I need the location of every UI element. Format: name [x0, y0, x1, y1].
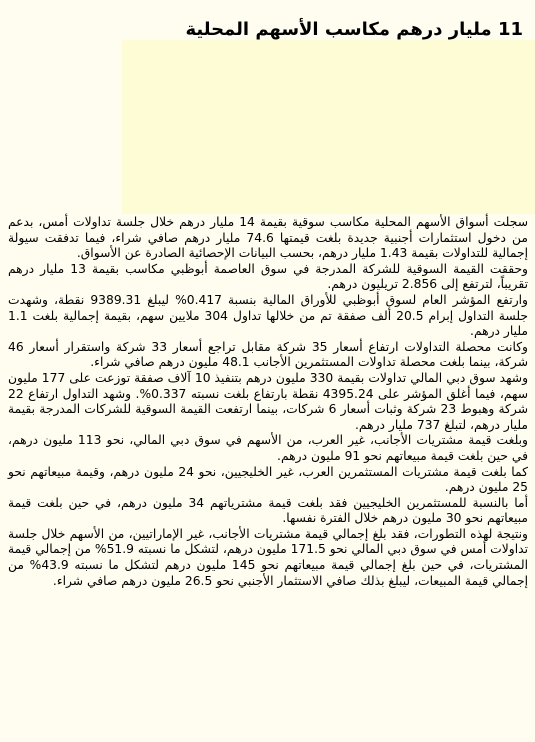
article-paragraph: وشهد سوق دبي المالي تداولات بقيمة 330 مليون درهم بتنفيذ 10 آلاف صفقة توزعت على 177 مليون سهم، فيما أغلق المؤشر على 4395.24 نقطة بارتفاع بلغت نسبته 0.337%. وشهد التداول ارتفاع 22 شركة وهبوط 23 شركة وثبات أسعار 6 شركات، بينما ارتفعت القيمة السوقية للشركات المدرجة بقيمة مليار درهم، لتبلغ 737 مليار درهم.: [8, 370, 529, 432]
article-paragraph: وبلغت قيمة مشتريات الأجانب، غير العرب، من الأسهم في سوق دبي المالي، نحو 113 مليون درهم، في حين بلغت قيمة مبيعاتهم نحو 91 مليون درهم.: [8, 433, 528, 463]
article-title: 11 مليار درهم مكاسب الأسهم المحلية: [185, 19, 523, 41]
article-paragraph: وارتفع المؤشر العام لسوق أبوظبي للأوراق المالية بنسبة 0.417% ليبلغ 9389.31 نقطة، وشهدت جلسة التداول إبرام 20.5 ألف صفقة تم من خلالها تداول 304 ملايين سهم، بقيمة إجمالية بلغت 1.1 مليار درهم.: [8, 292, 529, 339]
article-paragraph: أما بالنسبة للمستثمرين الخليجيين فقد بلغت قيمة مشترياتهم 34 مليون درهم، في حين بلغت قيمة مبيعاتهم نحو 30 مليون درهم خلال الفترة نفسها.: [8, 495, 528, 526]
article-body: [8, 215, 528, 589]
article-paragraph: كما بلغت قيمة مشتريات المستثمرين العرب، غير الخليجيين، نحو 24 مليون درهم، وقيمة مبيعاتهم نحو 25 مليون درهم.: [8, 464, 528, 495]
article-paragraph: ونتيجة لهذه التطورات، فقد بلغ إجمالي قيمة مشتريات الأجانب، غير الإماراتيين، من الأسهم خلال جلسة تداولات أمس في سوق دبي المالي نحو 171.5 مليون درهم، لتشكل ما نسبته 51.9% من إجمالي قيمة المشتريات، في حين بلغ إجمالي قيمة مبيعاتهم نحو 145 مليون درهم لتشكل ما نسبته 43.9% من إجمالي قيمة المبيعات، ليبلغ بذلك صافي الاستثمار الأجنبي نحو 26.5 مليون درهم صافي شراء.: [8, 526, 528, 588]
article-paragraph: وحققت القيمة السوقية للشركة المدرجة في سوق العاصمة أبوظبي مكاسب بقيمة 13 مليار درهم تقريباً، لترتفع إلى 2.856 تريليون درهم.: [8, 261, 528, 292]
article-paragraph: سجلت أسواق الأسهم المحلية مكاسب سوقية بقيمة 14 مليار درهم خلال جلسة تداولات أمس، بدعم من دخول استثمارات أجنبية جديدة بلغت قيمتها 74.6 مليار درهم صافي شراء، فيما تدفقت سيولة إجمالية للتداولات بقيمة 1.43 مليار درهم، بحسب البيانات الإحصائية الصادرة عن الأسواق.: [8, 215, 528, 261]
article-image-placeholder: [122, 40, 535, 214]
article-paragraph: وكانت محصلة التداولات ارتفاع أسعار 35 شركة مقابل تراجع أسعار 33 شركة واستقرار أسعار 46 شركة، بينما بلغت محصلة تداولات المستثمرين الأجانب 48.1 مليون درهم صافي شراء.: [8, 339, 528, 370]
